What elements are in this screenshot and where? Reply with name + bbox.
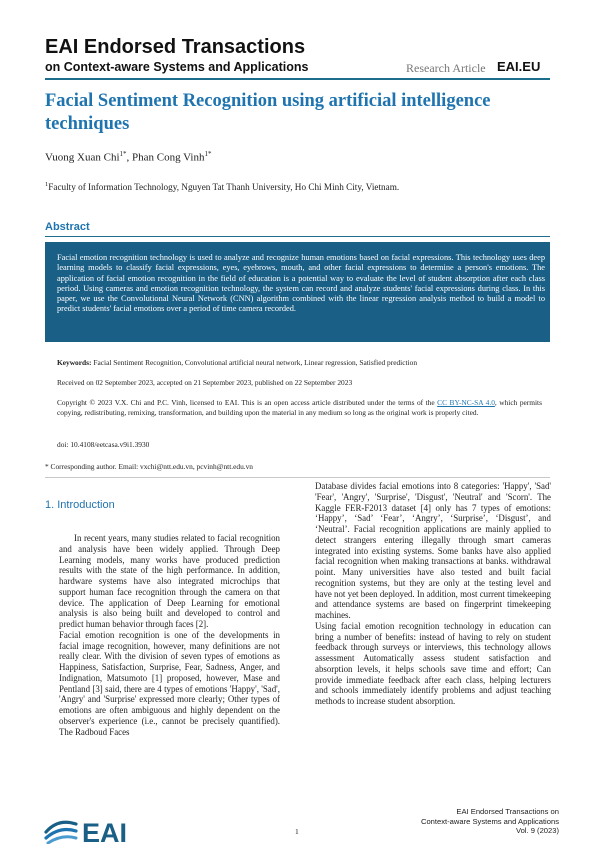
eai-logo [42,810,162,844]
paragraph: Database divides facial emotions into 8 categories: 'Happy', 'Sad' 'Fear', 'Angry', 'Surprise', 'Disgust', 'Neutral' and 'Scorn'. The Kaggle FER-F2013 dataset [4] only has 7 types of emotions: ‘Happy’, ‘Sad’ ‘Fear’, ‘Angry’, ‘Surprise’, ‘Disgust’, and ‘Neutral’. Facial recognition applications are mainly applied to detect strangers entering illegally through smart cameras integrated into existing systems. Some banks have also applied facial recognition when making transactions at banks. withdrawal point. Many universities have also tested and built facial recognition systems, but they are only at the testing level and have not yet been deployed. In addition, most current timekeeping and attendance systems are based on fingerprint timekeeping machines. [315,481,551,620]
paragraph: Facial emotion recognition is one of the developments in facial image recognition, however, many definitions are not really clear. With the division of seven types of emotions as Happiness, Satisfaction, Surprise, Fear, Sadness, Anger, and Indignation, Matsumoto [1] proposed, however, Mase and Pentland [3] said, there are 4 types of emotions 'Happy', 'Sad', 'Angry' and 'Surprise' expressed more clearly; Other types of emotions are often ambiguous and highly dependent on the observer's experience (i.e., cannot be precisely quantified). The Radboud Faces [59,629,280,737]
doi: doi: 10.4108/eetcasa.v9i1.3930 [57,440,150,449]
abstract-text: Facial emotion recognition technology is used to analyze and recognize human emotions based on facial expressions. This technology uses deep learning models to classify facial expressions, eyes, eyebrows, mouth, and other facial expressions to determine a person's emotions. The application of facial emotion recognition in the field of education is a potential way to evaluate the level of student absorption after each class period. Using cameras and emotion recognition technology, the system can record and analyze students' facial expressions during class. In this paper, we use the Convolutional Neural Network (CNN) algorithm combined with the linear regression analysis method to build a model to predict students' facial emotions over a period of time camera recorded. [57,253,545,314]
eai-logo-icon [42,810,162,844]
text-column-left [59,533,280,737]
abstract-divider [45,236,550,237]
affiliation [45,181,399,192]
section-heading: 1. Introduction [45,499,115,511]
copyright-text: Copyright © 2023 V.X. Chi and P.C. Vinh, licensed to EAI. This is an open access article distributed under the terms of the [57,398,438,407]
paper-title: Facial Sentiment Recognition using artificial intelligence techniques [45,91,491,134]
article-type-label: Research Article [406,61,486,75]
affiliation-mark: 1 [45,181,49,188]
corresponding-author-note: * Corresponding author. Email: vxchi@ntt.edu.vn, pcvinh@ntt.edu.vn [45,462,253,471]
header-divider [45,78,550,80]
paragraph: Using facial emotion recognition technology in education can bring a number of benefits: instead of having to rely on student feedback through surveys or interviews, this technology allows assessment Automatically assess student satisfaction and absorption levels, it helps schools save time and effort; Can provide immediate feedback after each class, helping lecturers and schools immediately identify problems and adjust teaching methods to increase student absorption. [315,620,551,706]
author-affiliation-mark: 1* [204,150,212,158]
eai-logo-text: EAI [82,818,128,844]
keywords [57,358,542,368]
affiliation-text: Faculty of Information Technology, Nguyen Tat Thanh University, Ho Chi Minh City, Vietnam. [48,182,400,193]
abstract-box [45,242,550,342]
license-link[interactable]: CC BY-NC-SA 4.0 [437,398,495,407]
copyright-text-end: , which permits copying, redistributing, remixing, transformation, and building upon the material in any medium so long as the original work is properly cited. [57,398,542,417]
journal-title: EAI Endorsed Transactions [45,36,306,58]
footer-volume: Vol. 9 (2023) [515,826,559,836]
publication-dates: Received on 02 September 2023, accepted on 21 September 2023, published on 22 September 2023 [57,378,353,387]
journal-subtitle: on Context-aware Systems and Applications [45,60,309,74]
footer-line: EAI Endorsed Transactions on [456,807,559,816]
author-affiliation-mark: 1* [119,150,127,158]
author-list [45,150,212,164]
footer-journal-info [421,807,559,836]
publisher-brand: EAI.EU [497,59,541,74]
keywords-text: Facial Sentiment Recognition, Convolutional artificial neural network, Linear regression, Satisfied prediction [91,358,418,367]
page-number: 1 [295,827,299,836]
footnote-divider [45,477,550,478]
abstract-heading: Abstract [45,221,90,233]
paragraph: In recent years, many studies related to facial recognition and analysis have been widely applied. Through Deep Learning models, many works have produced prediction results with the state of the high performance. In addition, hardware systems have also integrated microchips that support human face recognition through the camera on that device. The application of Deep Learning for emotional analysis is also being built and developed to control and predict human behavior through faces [2]. [59,533,280,629]
author-name: Vuong Xuan Chi [45,151,120,164]
keywords-label: Keywords: [57,358,92,367]
author-separator: , [126,151,133,164]
author-name: Phan Cong Vinh [132,151,205,164]
text-column-right [315,481,551,707]
footer-line: Context-aware Systems and Applications [420,816,559,826]
copyright-notice [57,398,542,418]
